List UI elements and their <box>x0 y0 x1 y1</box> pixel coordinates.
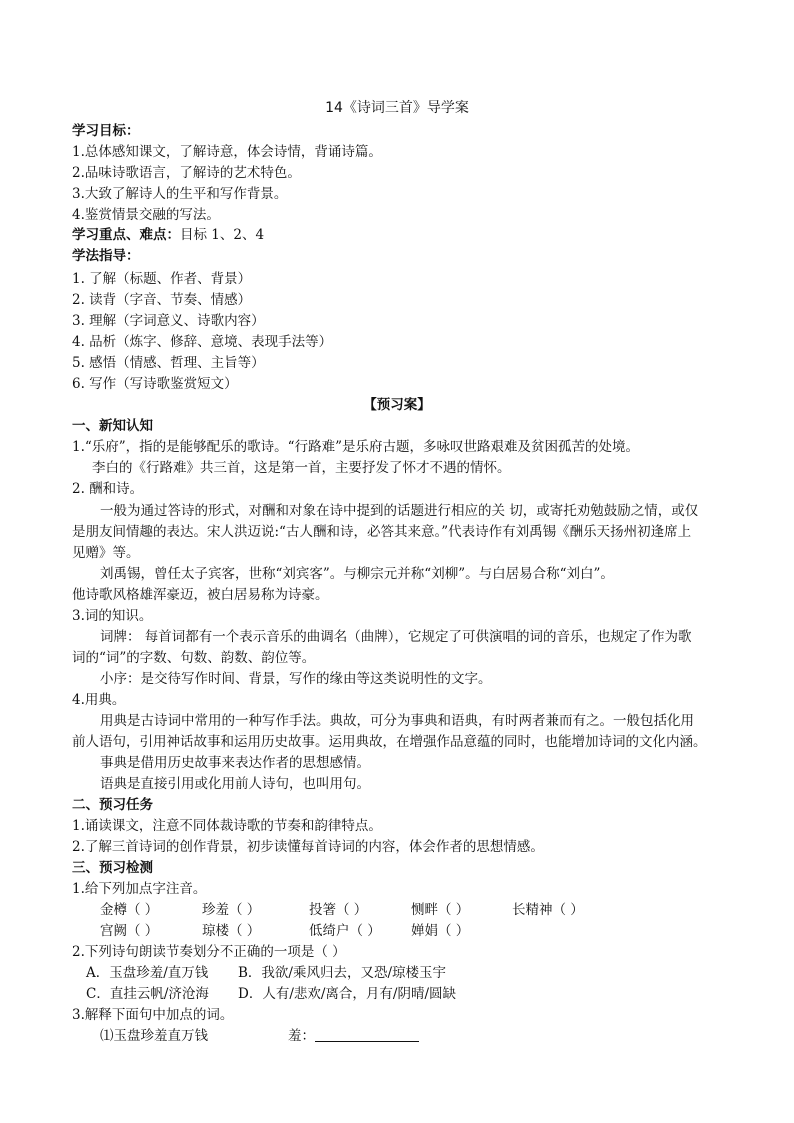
objective-item: 1.总体感知课文，了解诗意，体会诗情，背诵诗篇。 <box>72 144 382 160</box>
option-item: D．人有/悲欢/离合，月有/阴晴/圆缺 <box>238 986 457 1002</box>
q3-item: ⑴玉盘珍羞直万钱 <box>100 1028 208 1044</box>
option-item: B．我欲/乘风归去，又恐/琼楼玉宇 <box>238 965 447 981</box>
paragraph-line: 语典是直接引用或化用前人诗句，也叫用句。 <box>100 776 370 792</box>
key-points-value: 目标 1、2、4 <box>180 227 265 243</box>
paragraph-line: 小序：是交待写作时间、背景，写作的缘由等这类说明性的文字。 <box>100 671 492 687</box>
paragraph-line: 词的“词”的字数、句数、韵数、韵位等。 <box>72 650 316 666</box>
method-item: 2. 读背（字音、节奏、情感） <box>72 292 252 308</box>
pinyin-item: 恻畔（ ） <box>411 902 470 918</box>
question-3: 3.解释下面句中加点的词。 <box>72 1007 234 1023</box>
paragraph-line: 前人语句，引用神话故事和运用历史故事。运用典故，在增强作品意蕴的同时，也能增加诗词的文化内涵。 <box>72 734 707 750</box>
pinyin-item: 珍羞（ ） <box>202 902 261 918</box>
option-item: A．玉盘珍羞/直万钱 <box>86 965 209 981</box>
method-item: 1. 了解（标题、作者、背景） <box>72 271 252 287</box>
method-item: 4. 品析（炼字、修辞、意境、表现手法等） <box>72 334 333 350</box>
section-heading: 二、预习任务 <box>72 797 153 813</box>
question-2: 2.下列诗句朗读节奏划分不正确的一项是（ ） <box>72 944 346 960</box>
paragraph-line: 1.诵读课文，注意不同体裁诗歌的节奏和韵律特点。 <box>72 818 382 834</box>
paragraph-line: 2.了解三首诗词的创作背景，初步读懂每首诗词的内容，体会作者的思想情感。 <box>72 839 544 855</box>
objective-item: 4.鉴赏情景交融的写法。 <box>72 207 220 223</box>
objective-item: 2.品味诗歌语言，了解诗的艺术特色。 <box>72 165 301 181</box>
objectives-heading: 学习目标： <box>72 123 140 139</box>
paragraph-line: 事典是借用历史故事来表达作者的思想感情。 <box>100 755 370 771</box>
pinyin-item: 金樽（ ） <box>100 902 159 918</box>
page-title: 14《诗词三首》导学案 <box>325 100 469 116</box>
preview-heading: 【预习案】 <box>363 397 431 413</box>
paragraph-line: 2. 酬和诗。 <box>72 481 144 497</box>
section-heading: 三、预习检测 <box>72 860 153 876</box>
pinyin-item: 低绮户（ ） <box>309 923 381 939</box>
section-heading: 一、新知认知 <box>72 418 153 434</box>
option-item: C．直挂云帆/济沧海 <box>86 986 209 1002</box>
paragraph-line: 刘禹锡，曾任太子宾客，世称“刘宾客”。与柳宗元并称“刘柳”。与白居易合称“刘白”。 <box>100 566 614 582</box>
q3-answer <box>288 1027 419 1045</box>
paragraph-line: 用典是古诗词中常用的一种写作手法。典故，可分为事典和语典，有时两者兼而有之。一般包括化用 <box>100 713 694 729</box>
q3-word: 羞： <box>288 1028 315 1044</box>
objective-item: 3.大致了解诗人的生平和写作背景。 <box>72 186 288 202</box>
method-heading: 学法指导： <box>72 248 140 264</box>
pinyin-item: 长精神（ ） <box>512 902 584 918</box>
paragraph-line: 一般为通过答诗的形式，对酬和对象在诗中提到的话题进行相应的关 切，或寄托劝勉鼓励之情，或仅 <box>100 503 699 519</box>
paragraph-line: 词牌： 每首词都有一个表示音乐的曲调名（曲牌），它规定了可供演唱的词的音乐，也规定了作为歌 <box>100 629 692 645</box>
key-points <box>72 226 264 244</box>
pinyin-item: 投箸（ ） <box>309 902 368 918</box>
paragraph-line: 3.词的知识。 <box>72 608 153 624</box>
pinyin-item: 琼楼（ ） <box>202 923 261 939</box>
paragraph-line: 1.“乐府”，指的是能够配乐的歌诗。“行路难”是乐府古题，多咏叹世路艰难及贫困孤苦的处境。 <box>72 439 639 455</box>
paragraph-line: 是朋友间情趣的表达。宋人洪迈说:“古人酬和诗，必答其来意。”代表诗作有刘禹锡《酬乐天扬州初逢席上 <box>72 524 692 540</box>
paragraph-line: 4.用典。 <box>72 692 126 708</box>
method-item: 5. 感悟（情感、哲理、主旨等） <box>72 355 265 371</box>
pinyin-item: 婵娟（ ） <box>411 923 470 939</box>
answer-blank[interactable] <box>315 1027 419 1042</box>
method-item: 3. 理解（字词意义、诗歌内容） <box>72 313 265 329</box>
method-item: 6. 写作（写诗歌鉴赏短文） <box>72 376 238 392</box>
key-points-label: 学习重点、难点： <box>72 227 180 243</box>
pinyin-item: 宫阙（ ） <box>100 923 159 939</box>
question-1: 1.给下列加点字注音。 <box>72 881 207 897</box>
paragraph-line: 李白的《行路难》共三首，这是第一首，主要抒发了怀才不遇的情怀。 <box>92 460 511 476</box>
paragraph-line: 见赠》等。 <box>72 545 140 561</box>
paragraph-line: 他诗歌风格雄浑豪迈，被白居易称为诗豪。 <box>72 587 329 603</box>
